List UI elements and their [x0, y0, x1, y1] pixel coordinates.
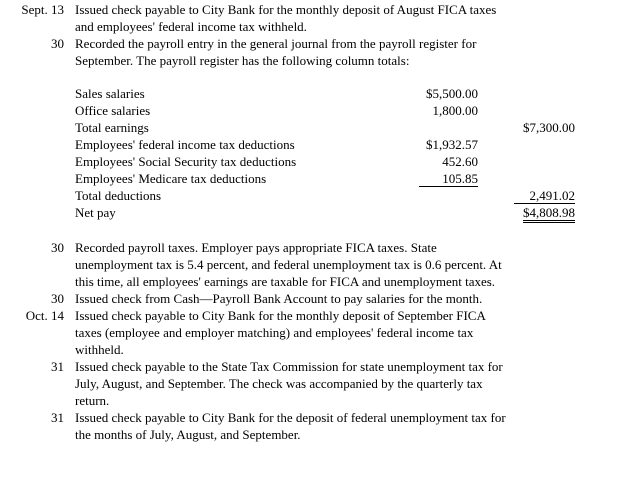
entry-line: Recorded the payroll entry in the general journal from the payroll register for [75, 36, 477, 51]
net-pay-amount [523, 204, 575, 223]
entry-line: Issued check from Cash—Payroll Bank Account to pay salaries for the month. [75, 291, 483, 306]
register-label: Sales salaries [75, 86, 145, 101]
entry-line: return. [75, 393, 110, 408]
register-row [0, 204, 631, 221]
register-row [0, 187, 631, 204]
payroll-register-totals [0, 85, 631, 221]
register-label: Total deductions [75, 188, 162, 203]
register-amount: $1,932.57 [426, 137, 478, 152]
entry-date: 30 [51, 240, 64, 255]
register-amount: $5,500.00 [426, 86, 478, 101]
register-amount: 1,800.00 [432, 103, 478, 118]
register-amount: 105.85 [442, 171, 478, 186]
register-label: Employees' Social Security tax deductions [75, 154, 297, 169]
entry-line: September. The payroll register has the following column totals: [75, 53, 410, 68]
register-label: Net pay [75, 205, 116, 220]
register-total: $7,300.00 [523, 120, 575, 135]
entry-line: unemployment tax is 5.4 percent, and federal unemployment tax is 0.6 percent. At [75, 257, 502, 272]
entry-line: Issued check payable to City Bank for the deposit of federal unemployment tax for [75, 410, 506, 425]
entry-line: the months of July, August, and September. [75, 427, 301, 442]
entry-line: withheld. [75, 342, 124, 357]
net-pay-value: $4,808.98 [523, 206, 575, 223]
register-total: 2,491.02 [529, 188, 575, 203]
entry-line: Issued check payable to City Bank for the monthly deposit of September FICA [75, 308, 486, 323]
entry-line: and employees' federal income tax withheld. [75, 19, 307, 34]
entry-description [75, 1, 570, 35]
entry-date: 30 [51, 291, 64, 306]
entry-date: Oct. 14 [25, 308, 64, 323]
entry-date: 31 [51, 359, 64, 374]
entry-description [75, 409, 570, 443]
register-label: Employees' federal income tax deductions [75, 137, 295, 152]
register-row [0, 170, 631, 187]
entry-description [75, 35, 570, 69]
register-label: Employees' Medicare tax deductions [75, 171, 267, 186]
register-row [0, 119, 631, 136]
register-row [0, 153, 631, 170]
entry-date: 31 [51, 410, 64, 425]
entry-description [75, 358, 570, 409]
entry-line: Issued check payable to the State Tax Commission for state unemployment tax for [75, 359, 503, 374]
entry-date: 30 [51, 36, 64, 51]
entry-description [75, 290, 570, 307]
register-label: Office salaries [75, 103, 151, 118]
entry-line: July, August, and September. The check was accompanied by the quarterly tax [75, 376, 483, 391]
register-row [0, 136, 631, 153]
entry-description [75, 239, 570, 290]
register-label: Total earnings [75, 120, 149, 135]
entry-line: this time, all employees' earnings are taxable for FICA and unemployment taxes. [75, 274, 496, 289]
register-row [0, 102, 631, 119]
register-amount: 452.60 [442, 154, 478, 169]
entry-line: Issued check payable to City Bank for the monthly deposit of August FICA taxes [75, 2, 497, 17]
entry-line: taxes (employee and employer matching) and employees' federal income tax [75, 325, 474, 340]
entry-line: Recorded payroll taxes. Employer pays appropriate FICA taxes. State [75, 240, 437, 255]
entry-description [75, 307, 570, 358]
entry-date: Sept. 13 [21, 2, 64, 17]
register-row [0, 85, 631, 102]
